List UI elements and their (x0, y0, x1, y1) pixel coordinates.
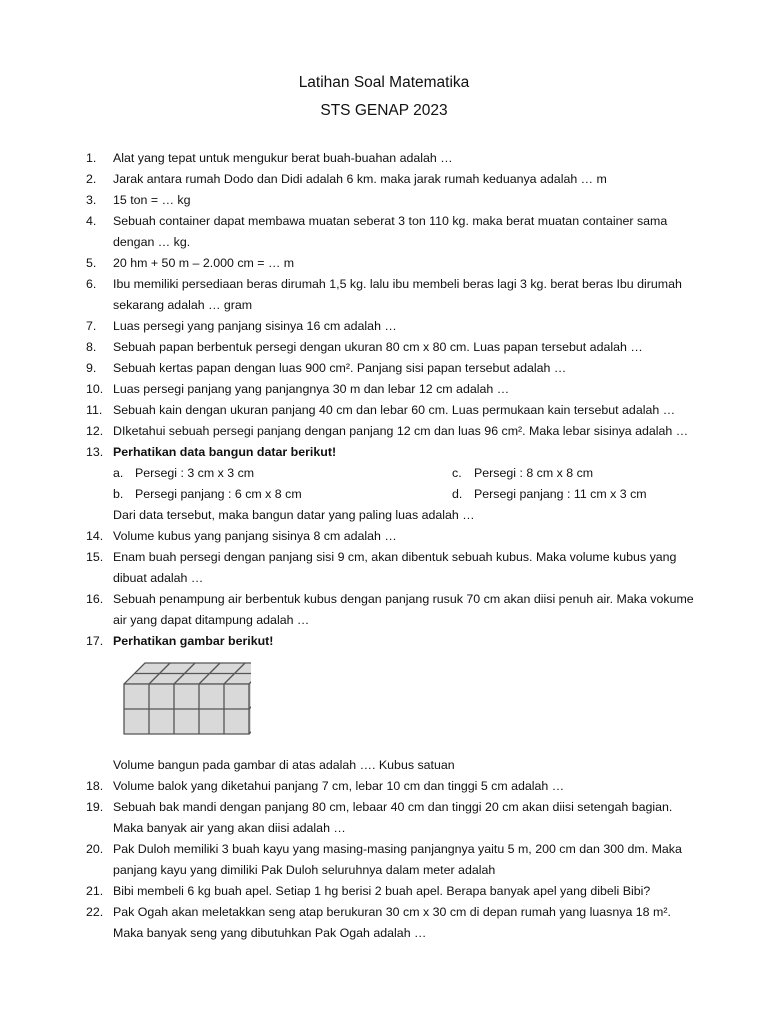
question-item (0, 442, 768, 463)
question-item (0, 169, 768, 190)
question-item (0, 190, 768, 211)
question-number: 6. (86, 277, 97, 291)
question-continuation (0, 232, 768, 253)
question-text: dengan … kg. (113, 235, 191, 249)
question-item (0, 379, 768, 400)
question-number: 22. (86, 905, 104, 919)
question-number: 17. (86, 634, 104, 648)
question-continuation (0, 860, 768, 881)
question-item (0, 148, 768, 169)
question-text: 15 ton = … kg (113, 193, 191, 207)
question-number: 5. (86, 256, 97, 270)
question-text: Sebuah kain dengan ukuran panjang 40 cm dan lebar 60 cm. Luas permukaan kain tersebut adalah … (113, 403, 676, 417)
question-number: 19. (86, 800, 104, 814)
question-item (0, 358, 768, 379)
question-number: 1. (86, 151, 97, 165)
question-text: Volume balok yang diketahui panjang 7 cm, lebar 10 cm dan tinggi 5 cm adalah … (113, 779, 565, 793)
question-text: Jarak antara rumah Dodo dan Didi adalah 6 km. maka jarak rumah keduanya adalah … m (113, 172, 607, 186)
option-item (452, 463, 593, 484)
option-letter: d. (452, 487, 463, 501)
question-item (0, 253, 768, 274)
question-text: Ibu memiliki persediaan beras dirumah 1,5 kg. lalu ibu membeli beras lagi 3 kg. berat beras Ibu dirumah (113, 277, 682, 291)
option-letter: a. (113, 466, 124, 480)
question-number: 2. (86, 172, 97, 186)
question-item (0, 547, 768, 568)
question-text: Sebuah bak mandi dengan panjang 80 cm, lebaar 40 cm dan tinggi 20 cm akan diisi setengah bagian. (113, 800, 673, 814)
question-number: 20. (86, 842, 104, 856)
question-list (0, 148, 768, 944)
question-text: air yang dapat ditampung adalah … (113, 613, 310, 627)
option-item (113, 484, 302, 505)
question-item (0, 211, 768, 232)
question-text: Volume kubus yang panjang sisinya 8 cm adalah … (113, 529, 397, 543)
question-item (0, 797, 768, 818)
question-number: 9. (86, 361, 97, 375)
cube-drawing (121, 658, 251, 748)
question-text: panjang kayu yang dimiliki Pak Duloh seluruhnya dalam meter adalah (113, 863, 496, 877)
question-number: 15. (86, 550, 104, 564)
question-item (0, 839, 768, 860)
option-item (452, 484, 647, 505)
question-item (0, 631, 768, 652)
question-followup-text: Dari data tersebut, maka bangun datar yang paling luas adalah … (113, 508, 475, 522)
question-number: 16. (86, 592, 104, 606)
question-text: Luas persegi yang panjang sisinya 16 cm adalah … (113, 319, 397, 333)
option-letter: c. (452, 466, 462, 480)
question-continuation (0, 568, 768, 589)
option-item (113, 463, 254, 484)
question-text: sekarang adalah … gram (113, 298, 253, 312)
question-continuation (0, 610, 768, 631)
unit-cube-figure (0, 652, 768, 755)
question-text: dibuat adalah … (113, 571, 204, 585)
question-item (0, 337, 768, 358)
question-item (0, 316, 768, 337)
page-subtitle: STS GENAP 2023 (320, 102, 448, 119)
question-text: DIketahui sebuah persegi panjang dengan panjang 12 cm dan luas 96 cm². Maka lebar sisinya adalah … (113, 424, 689, 438)
question-item (0, 421, 768, 442)
question-text: Maka banyak seng yang dibutuhkan Pak Ogah adalah … (113, 926, 427, 940)
question-text: Enam buah persegi dengan panjang sisi 9 cm, akan dibentuk sebuah kubus. Maka volume kubus yang (113, 550, 677, 564)
option-text: Persegi panjang : 11 cm x 3 cm (474, 487, 647, 501)
question-text: Sebuah kertas papan dengan luas 900 cm². Panjang sisi papan tersebut adalah … (113, 361, 567, 375)
question-item (0, 902, 768, 923)
question-number: 7. (86, 319, 97, 333)
option-text: Persegi : 3 cm x 3 cm (135, 466, 255, 480)
question-text: Luas persegi panjang yang panjangnya 30 m dan lebar 12 cm adalah … (113, 382, 510, 396)
question-text: Sebuah container dapat membawa muatan seberat 3 ton 110 kg. maka berat muatan container sama (113, 214, 668, 228)
question-number: 8. (86, 340, 97, 354)
question-number: 14. (86, 529, 104, 543)
question-number: 10. (86, 382, 104, 396)
question-item (0, 274, 768, 295)
question-number: 12. (86, 424, 104, 438)
question-item (0, 400, 768, 421)
question-item (0, 881, 768, 902)
option-text: Persegi panjang : 6 cm x 8 cm (135, 487, 302, 501)
question-text: Pak Duloh memiliki 3 buah kayu yang masing-masing panjangnya yaitu 5 m, 200 cm dan 300 dm. Maka (113, 842, 682, 856)
question-heading: Perhatikan data bangun datar berikut! (113, 445, 337, 459)
question-number: 3. (86, 193, 97, 207)
question-text: Maka banyak air yang akan diisi adalah … (113, 821, 346, 835)
question-item (0, 589, 768, 610)
question-continuation (0, 818, 768, 839)
question-text: Bibi membeli 6 kg buah apel. Setiap 1 hg berisi 2 buah apel. Berapa banyak apel yang dibeli Bibi? (113, 884, 651, 898)
question-text: 20 hm + 50 m – 2.000 cm = … m (113, 256, 295, 270)
question-text: Sebuah penampung air berbentuk kubus dengan panjang rusuk 70 cm akan diisi penuh air. Maka vokume (113, 592, 694, 606)
question-continuation (0, 923, 768, 944)
question-text: Alat yang tepat untuk mengukur berat buah-buahan adalah … (113, 151, 453, 165)
page-title: Latihan Soal Matematika (298, 74, 470, 91)
question-number: 4. (86, 214, 97, 228)
question-text: Sebuah papan berbentuk persegi dengan ukuran 80 cm x 80 cm. Luas papan tersebut adalah … (113, 340, 643, 354)
answer-options (0, 463, 768, 505)
question-number: 21. (86, 884, 104, 898)
figure-caption: Volume bangun pada gambar di atas adalah …. Kubus satuan (113, 758, 455, 772)
question-number: 18. (86, 779, 104, 793)
option-text: Persegi : 8 cm x 8 cm (474, 466, 594, 480)
option-letter: b. (113, 487, 124, 501)
question-continuation (0, 295, 768, 316)
question-number: 11. (86, 403, 103, 417)
question-number: 13. (86, 445, 104, 459)
question-heading: Perhatikan gambar berikut! (113, 634, 274, 648)
question-text: Pak Ogah akan meletakkan seng atap berukuran 30 cm x 30 cm di depan rumah yang luasnya 18 m². (113, 905, 671, 919)
question-item (0, 526, 768, 547)
question-item (0, 776, 768, 797)
